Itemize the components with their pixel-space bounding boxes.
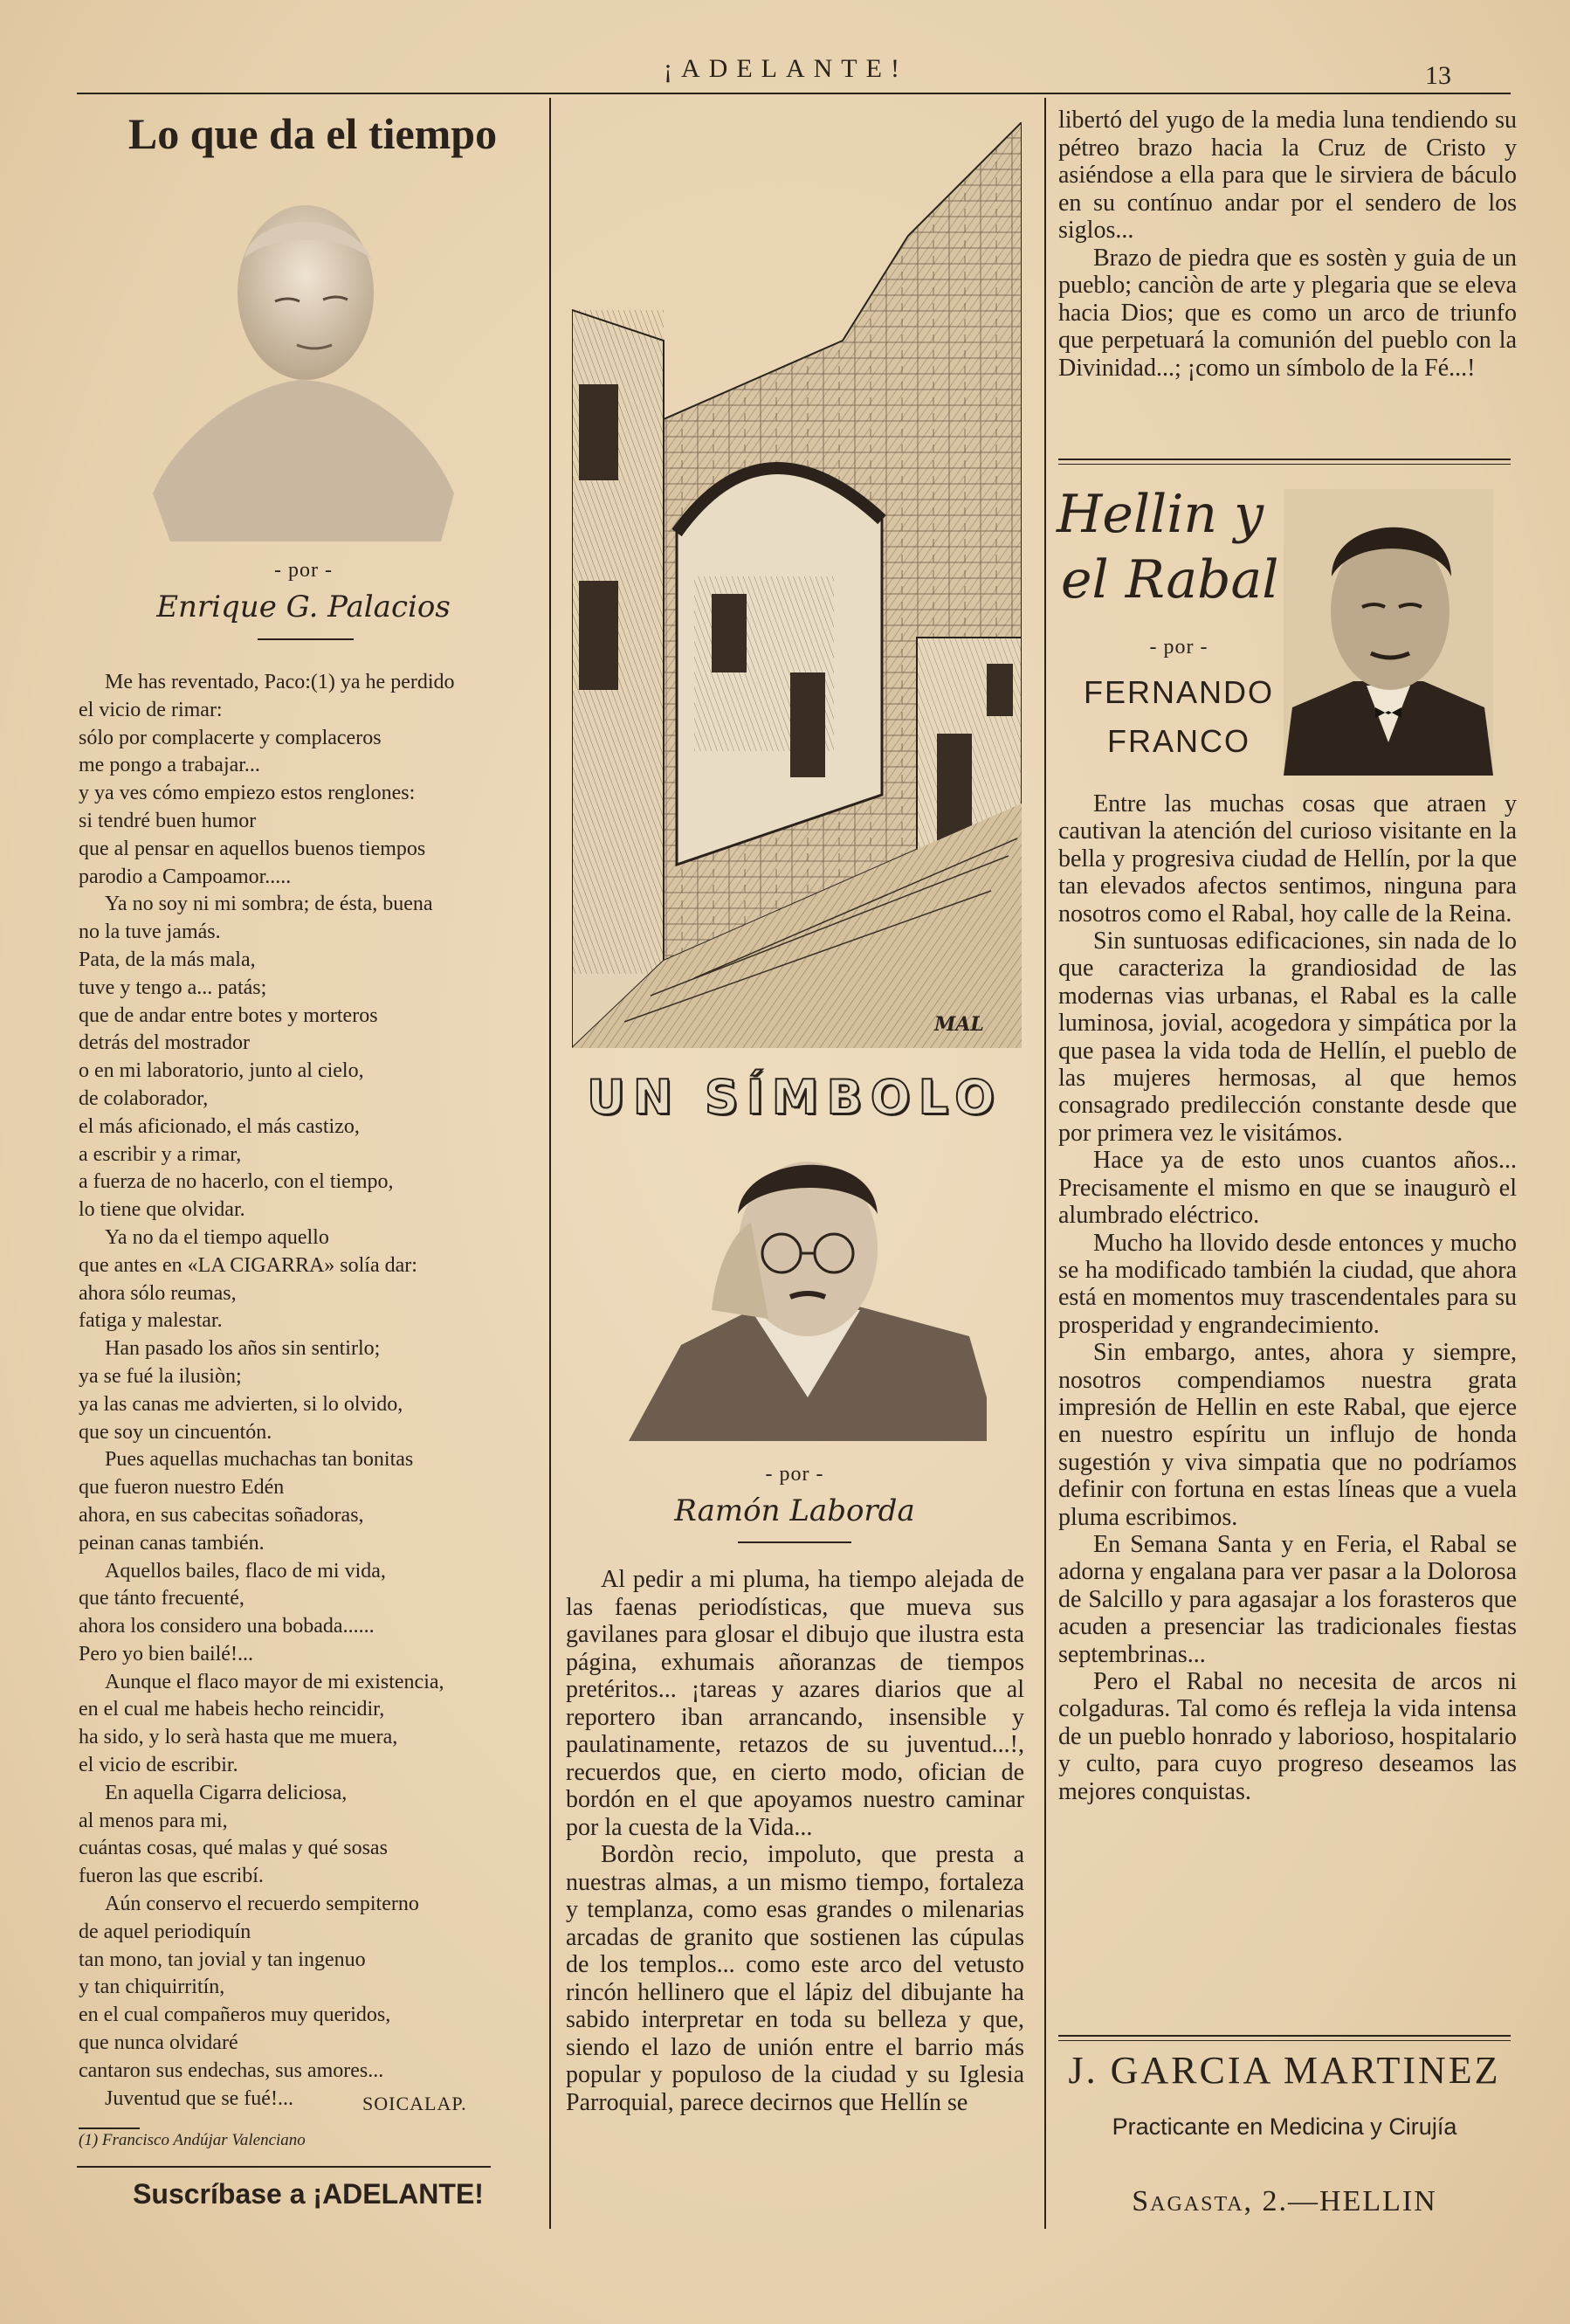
poem-line: en el cual compañeros muy queridos, — [79, 2003, 391, 2027]
poem-line: el más aficionado, el más castizo, — [79, 1114, 360, 1138]
street-arch-drawing — [572, 122, 1022, 1048]
ad-rule-top-thin — [1058, 2040, 1511, 2041]
poem-line: en el cual me habeis hecho reincidir, — [79, 1698, 385, 1721]
poem-line: que al pensar en aquellos buenos tiempos — [79, 837, 426, 860]
poem-line: o en mi laboratorio, junto al cielo, — [79, 1059, 364, 1083]
poem-line: que de andar entre botes y morteros — [79, 1003, 378, 1027]
paragraph: En Semana Santa y en Feria, el Rabal se adorna y engalana para ver pasar a la Dolorosa de Salcillo y para agasajar a los forasteros que acuden a presenciar las tradicionales fiestas septembrinas... — [1058, 1530, 1517, 1668]
poem — [79, 669, 546, 2113]
poem-line: el vicio de rimar: — [79, 698, 223, 721]
poem-line: Ya no da el tiempo aquello — [105, 1225, 329, 1249]
poem-line: tan mono, tan jovial y tan ingenuo — [79, 1948, 366, 1971]
poem-line: de colaborador, — [79, 1086, 209, 1110]
header-rule — [77, 93, 1511, 94]
ad-profession: Practicante en Medicina y Cirujía — [1112, 2114, 1457, 2140]
poem-line: detrás del mostrador — [79, 1031, 250, 1055]
paragraph: libertó del yugo de la media luna tendiendo su pétreo brazo hacia la Cruz de Cristo y asiéndose a ella para que le sirviera de báculo en su contínuo andar por el sendero de los siglos... — [1058, 107, 1517, 244]
byline-por-right: - por - — [1149, 636, 1208, 659]
poem-line: En aquella Cigarra deliciosa, — [105, 1781, 348, 1804]
poem-line: parodio a Campoamor..... — [79, 865, 292, 888]
author-franco: FRANCO — [1107, 723, 1250, 759]
author-enrique-palacios: Enrique G. Palacios — [156, 590, 451, 624]
ad-address: Sagasta, 2.—HELLIN — [1132, 2185, 1437, 2217]
author-underline-middle — [738, 1541, 851, 1543]
article-title-rabal: el Rabal — [1061, 549, 1279, 610]
poem-line: no la tuve jamás. — [79, 921, 221, 944]
poem-line: que soy un cincuentón. — [79, 1420, 272, 1444]
poem-line: que nunca olvidaré — [79, 2031, 238, 2055]
author-ramon-laborda: Ramón Laborda — [674, 1493, 915, 1528]
poem-line: de aquel periodiquín — [79, 1920, 251, 1943]
subscribe-notice: Suscríbase a ¡ADELANTE! — [133, 2178, 484, 2210]
poem-line: Pues aquellas muchachas tan bonitas — [105, 1448, 414, 1472]
poem-line: si tendré buen humor — [79, 809, 257, 832]
poem-line: ahora los considero una bobada...... — [79, 1615, 375, 1638]
poem-line: Aunque el flaco mayor de mi existencia, — [105, 1670, 444, 1693]
paragraph: Pero el Rabal no necesita de arcos ni colgaduras. Tal como és refleja la vida intensa de un pueblo honrado y laborioso, hospitalario y culto, para cuyo progreso deseamos las mejores conquistas. — [1058, 1668, 1517, 1805]
poem-line: al menos para mi, — [79, 1809, 228, 1832]
column-divider-right — [1044, 98, 1046, 2229]
footnote: (1) Francisco Andújar Valenciano — [79, 2131, 306, 2149]
article-un-simbolo-continuation — [1058, 107, 1517, 382]
poem-line: me pongo a trabajar... — [79, 754, 260, 777]
portrait-enrique-palacios — [144, 197, 463, 546]
subscribe-rule-top — [77, 2166, 491, 2168]
poem-line: fueron las que escribí. — [79, 1865, 264, 1888]
ad-rule-top — [1058, 2035, 1511, 2037]
ad-name: J. GARCIA MARTINEZ — [1068, 2049, 1501, 2092]
paragraph: Brazo de piedra que es sostèn y guia de un pueblo; canciòn de arte y plegaria que se eleva hacia Dios; que es como un arco de triunfo que perpetuará la comunión del pueblo con la Divinidad...; ¡como un símbolo de la Fé...! — [1058, 244, 1517, 382]
poem-line: Ya no soy ni mi sombra; de ésta, buena — [105, 893, 433, 916]
paragraph: Al pedir a mi pluma, ha tiempo alejada de las faenas periodísticas, que mueva sus gavilanes para glosar el dibujo que ilustra esta página, exhumais añoranzas de tiempos pretéritos... ¡tareas y azares diarios que al reportero iban arrancando, insensible y paulatinamente, retazos de su juventud...!, recuerdos que, en cierto modo, ofician de bordón en el que apoyamos nuestro caminar por la cuesta de la Vida... — [566, 1566, 1024, 1841]
poem-line: cantaron sus endechas, sus amores... — [79, 2058, 384, 2082]
article-title-hellin: Hellin y — [1057, 484, 1264, 545]
article-hellin-body — [1058, 790, 1517, 1805]
poem-line: ya las canas me advierten, si lo olvido, — [79, 1392, 403, 1416]
author-underline — [258, 638, 354, 640]
poem-line: Me has reventado, Paco:(1) ya he perdido — [105, 671, 455, 693]
paragraph: Sin suntuosas edificaciones, sin nada de lo que caracteriza la grandiosidad de las modernas vias urbanas, el Rabal es la calle luminosa, jovial, acogedora y simpática por la que pasea la vida toda de Hellín, el pueblo de las mujeres hermosas, al que hemos consagrado predilección constante desde que por primera vez le visitámos. — [1058, 928, 1517, 1147]
poem-line: y tan chiquirritín, — [79, 1976, 225, 1999]
paragraph: Mucho ha llovido desde entonces y mucho se ha modificado también la ciudad, que ahora está en momentos muy trascendentales para su prosperidad y engrandecimiento. — [1058, 1229, 1517, 1339]
poem-line: Pata, de la más mala, — [79, 948, 256, 971]
poem-line: ahora, en sus cabecitas soñadoras, — [79, 1503, 364, 1527]
poem-line: Pero yo bien bailé!... — [79, 1642, 253, 1665]
poem-line: lo tiene que olvidar. — [79, 1198, 245, 1222]
drawing-signature: MAL — [934, 1013, 984, 1036]
poem-line: sólo por complacerte y complaceros — [79, 726, 382, 749]
poem-line: que tánto frecuenté, — [79, 1587, 244, 1610]
page-number: 13 — [1425, 61, 1451, 90]
paragraph: Sin embargo, antes, ahora y siempre, nosotros compendiamos nuestra grata impresión de Hellin en este Rabal, que ejerce en nuestro espíritu un influjo de honda sugestión y viva simpatia que no podríamos definir con fortuna en estas líneas que a vuela pluma escribimos. — [1058, 1339, 1517, 1531]
poem-line: Aquellos bailes, flaco de mi vida, — [105, 1559, 386, 1583]
section-rule-thin — [1058, 464, 1511, 465]
poem-line: que fueron nuestro Edén — [79, 1476, 285, 1500]
poem-line: Han pasado los años sin sentirlo; — [105, 1337, 381, 1361]
footnote-rule — [79, 2127, 140, 2129]
byline-por: - por - — [274, 559, 333, 582]
article-title-lo-que-da-el-tiempo: Lo que da el tiempo — [127, 109, 498, 158]
section-rule — [1058, 459, 1511, 460]
paragraph: Hace ya de esto unos cuantos años... Precisamente el mismo en que se inaugurò el alumbrado eléctrico. — [1058, 1147, 1517, 1230]
poem-line: el vicio de escribir. — [79, 1754, 238, 1777]
poem-line: peinan canas también. — [79, 1531, 265, 1555]
paragraph: Bordòn recio, impoluto, que presta a nuestras almas, a un mismo tiempo, fortaleza y templanza, como esas grandes o milenarias arcadas de granito que sostienen las cúpulas de los templos... como este arco del vetusto rincón hellinero que el lápiz del dibujante ha sabido interpretar en toda su belleza y que, siendo el lazo de unión entre el barrio más popular y populoso de la ciudad y su Iglesia Parroquial, parece decirnos que Hellín se — [566, 1841, 1024, 2116]
poem-line: ha sido, y lo serà hasta que me muera, — [79, 1726, 398, 1749]
column-divider-left — [549, 98, 551, 2229]
masthead-title: ¡ADELANTE! — [664, 54, 908, 83]
poem-line: Juventud que se fué!... — [105, 2086, 293, 2110]
article-un-simbolo-body — [566, 1566, 1024, 2116]
author-fernando: FERNANDO — [1083, 674, 1274, 710]
portrait-fernando-franco — [1284, 489, 1493, 776]
poem-signature: SOICALAP. — [362, 2093, 467, 2114]
poem-line: fatiga y malestar. — [79, 1309, 223, 1333]
poem-line: ahora sólo reumas, — [79, 1281, 237, 1305]
poem-line: cuántas cosas, qué malas y qué sosas — [79, 1837, 388, 1860]
portrait-ramon-laborda — [629, 1135, 987, 1441]
poem-line: y ya ves cómo empiezo estos renglones: — [79, 782, 416, 805]
article-title-un-simbolo: UN SÍMBOLO — [586, 1070, 1002, 1125]
byline-por-middle: - por - — [765, 1463, 824, 1486]
poem-line: tuve y tengo a... patás; — [79, 976, 267, 999]
poem-line: Aún conservo el recuerdo sempiterno — [105, 1893, 419, 1916]
poem-line: que antes en «LA CIGARRA» solía dar: — [79, 1253, 417, 1277]
poem-line: a fuerza de no hacerlo, con el tiempo, — [79, 1170, 394, 1194]
paragraph: Entre las muchas cosas que atraen y cautivan la atención del curioso visitante en la bella y progresiva ciudad de Hellín, por la que tan elevados afectos sentimos, ninguna para nosotros como el Rabal, hoy calle de la Reina. — [1058, 790, 1517, 928]
poem-line: a escribir y a rimar, — [79, 1142, 242, 1166]
poem-line: ya se fué la ilusiòn; — [79, 1364, 242, 1388]
